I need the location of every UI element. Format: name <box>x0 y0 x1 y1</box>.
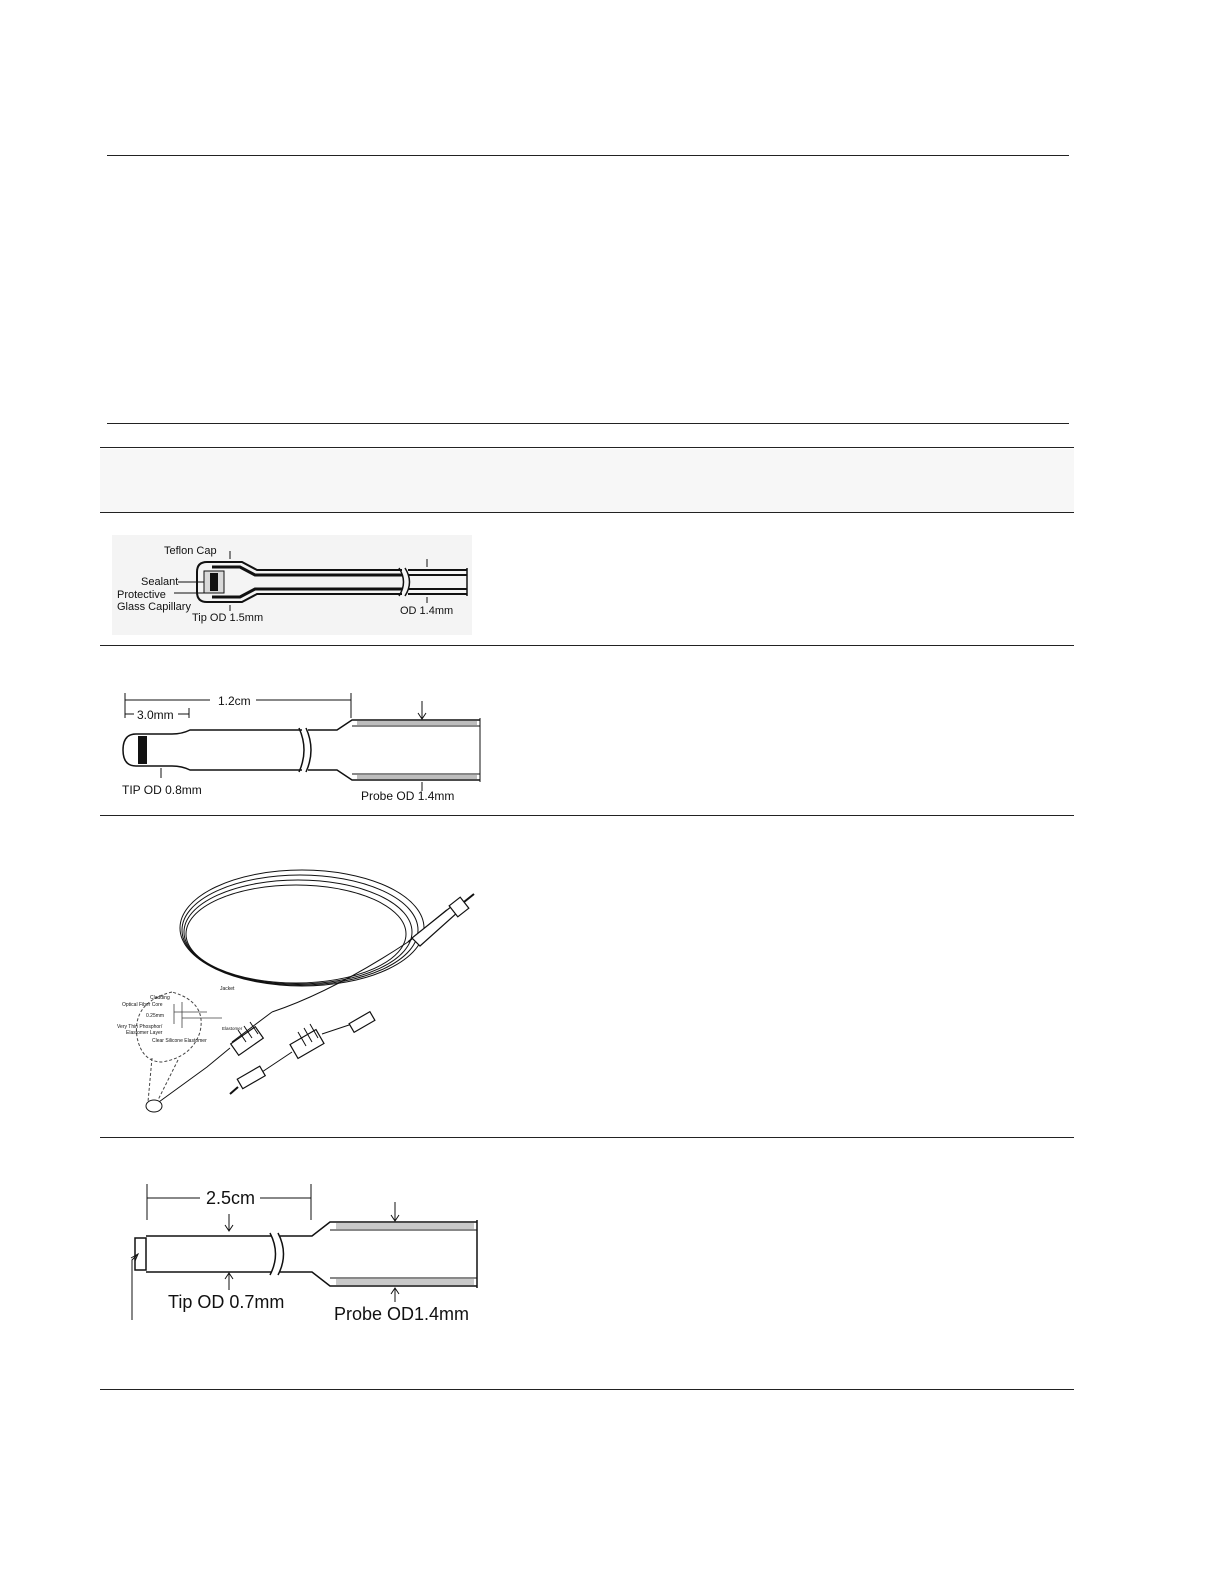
probe-diagram-1 <box>112 535 472 635</box>
label-phosphor-layer-1: Very Thin Phosphor/ <box>117 1024 163 1030</box>
label-cladding: Cladding <box>150 995 170 1001</box>
label-od: OD 1.4mm <box>400 605 454 617</box>
row-divider-2 <box>100 815 1074 816</box>
table-bottom-rule <box>100 1389 1074 1390</box>
label-probe-od: Probe OD 1.4mm <box>361 789 455 803</box>
label-probe-od: Probe OD1.4mm <box>334 1304 470 1324</box>
label-phosphor-layer-2: Elastomer Layer <box>126 1030 163 1036</box>
table-header-bottom-rule <box>100 512 1074 513</box>
label-dimension: 0.25mm <box>146 1013 165 1019</box>
probe-diagram-4 <box>112 1180 490 1330</box>
label-tip-od: Tip OD 0.7mm <box>168 1292 285 1312</box>
label-glass-capillary: Glass Capillary <box>117 601 191 613</box>
label-optical-fiber-core: Optical Fiber Core <box>122 1002 163 1008</box>
label-inset-elastomer: Elastomer <box>222 1026 243 1031</box>
label-protective: Protective <box>117 589 166 601</box>
label-sealant: Sealant <box>141 576 179 588</box>
table-top-rule <box>107 423 1069 424</box>
label-tip-od: TIP OD 0.8mm <box>122 783 202 797</box>
table-header-row <box>100 449 1074 512</box>
row-divider-3 <box>100 1137 1074 1138</box>
label-length: 2.5cm <box>206 1188 256 1208</box>
probe-diagram-2 <box>112 688 482 806</box>
header-rule <box>107 155 1069 156</box>
label-tip-od: Tip OD 1.5mm <box>192 612 264 624</box>
label-clear-silicone: Clear Silicone Elastomer <box>152 1038 207 1044</box>
label-jacket: Jacket <box>220 986 235 992</box>
table-header-top-rule <box>100 447 1074 448</box>
label-teflon-cap: Teflon Cap <box>164 545 217 557</box>
row-divider-1 <box>100 645 1074 646</box>
label-length-total: 1.2cm <box>218 694 251 708</box>
label-length-tip: 3.0mm <box>137 708 174 722</box>
probe-diagram-3 <box>112 862 482 1122</box>
